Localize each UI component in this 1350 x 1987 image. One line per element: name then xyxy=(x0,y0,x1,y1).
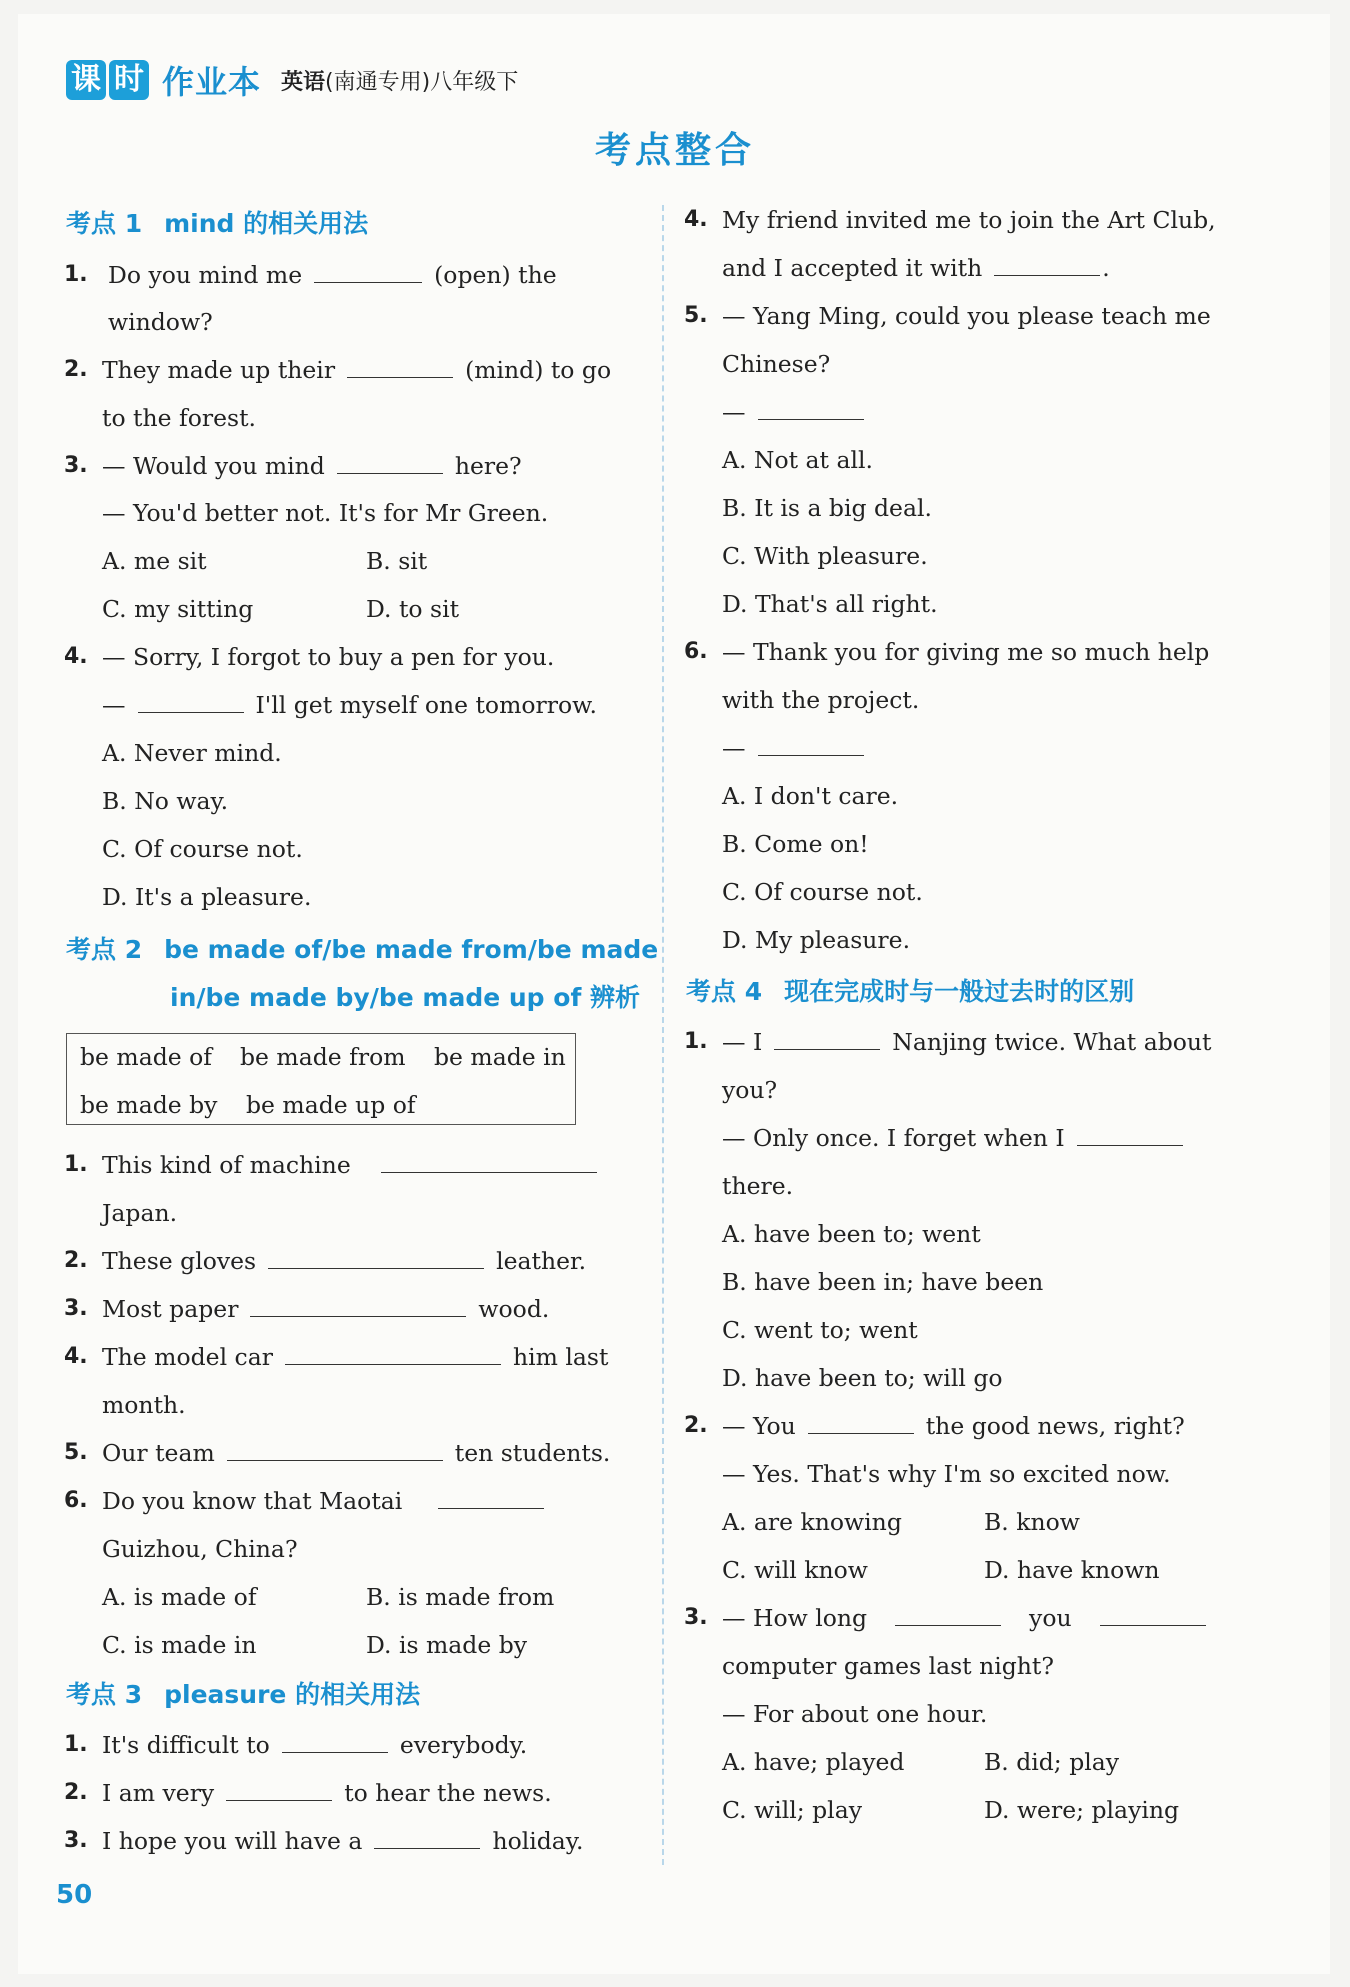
question-text: window? xyxy=(108,308,213,336)
answer-blank[interactable] xyxy=(1100,1603,1206,1626)
page-number: 50 xyxy=(56,1880,93,1910)
answer-blank[interactable] xyxy=(282,1730,388,1753)
option-c[interactable]: C. Of course not. xyxy=(102,835,303,863)
answer-blank[interactable] xyxy=(250,1294,466,1317)
option-a[interactable]: A. I don't care. xyxy=(722,782,899,810)
option-c[interactable]: C. With pleasure. xyxy=(722,542,928,570)
question-number: 5. xyxy=(684,303,708,328)
logo-char: 时 xyxy=(109,60,149,100)
question-text: — You the good news, right? xyxy=(722,1412,1185,1440)
question-text: The model car him last xyxy=(102,1343,609,1371)
question-text: Chinese? xyxy=(722,350,831,378)
answer-blank[interactable] xyxy=(438,1486,544,1509)
question-number: 2. xyxy=(64,357,88,382)
option-c[interactable]: C. is made in xyxy=(102,1631,257,1659)
question-text: Japan. xyxy=(102,1199,178,1227)
question-text: I am very to hear the news. xyxy=(102,1779,552,1807)
question-text: you? xyxy=(722,1076,778,1104)
option-a[interactable]: A. have been to; went xyxy=(722,1220,981,1248)
option-b[interactable]: B. No way. xyxy=(102,787,229,815)
answer-blank[interactable] xyxy=(285,1342,501,1365)
question-number: 1. xyxy=(64,1732,88,1757)
answer-blank[interactable] xyxy=(1077,1123,1183,1146)
question-number: 6. xyxy=(64,1488,88,1513)
answer-blank[interactable] xyxy=(758,733,864,756)
option-d[interactable]: D. to sit xyxy=(366,595,460,623)
answer-blank[interactable] xyxy=(758,397,864,420)
question-text: — xyxy=(722,397,876,427)
question-text: — Yes. That's why I'm so excited now. xyxy=(722,1460,1171,1488)
question-number: 2. xyxy=(64,1780,88,1805)
question-text: Guizhou, China? xyxy=(102,1535,298,1563)
question-text: — Thank you for giving me so much help xyxy=(722,638,1210,666)
option-b[interactable]: B. have been in; have been xyxy=(722,1268,1044,1296)
page-title: 考点整合 xyxy=(594,129,755,171)
question-number: 1. xyxy=(64,1152,88,1177)
question-number: 1. xyxy=(64,262,88,287)
answer-blank[interactable] xyxy=(381,1150,597,1173)
option-a[interactable]: A. are knowing xyxy=(722,1508,902,1536)
option-a[interactable]: A. is made of xyxy=(102,1583,257,1611)
option-c[interactable]: C. Of course not. xyxy=(722,878,923,906)
question-number: 3. xyxy=(64,1828,88,1853)
option-d[interactable]: D. have known xyxy=(984,1556,1160,1584)
question-text: — I'll get myself one tomorrow. xyxy=(102,691,597,719)
logo-text: 作业本 xyxy=(162,63,262,101)
question-text: Do you know that Maotai xyxy=(102,1486,556,1516)
question-number: 2. xyxy=(684,1413,708,1438)
option-d[interactable]: D. have been to; will go xyxy=(722,1364,1003,1392)
question-text: — For about one hour. xyxy=(722,1700,988,1728)
question-text: This kind of machine xyxy=(102,1150,609,1180)
option-d[interactable]: D. It's a pleasure. xyxy=(102,883,312,911)
section-heading-1: 考点 1 mind 的相关用法 xyxy=(66,209,369,238)
question-text: to the forest. xyxy=(102,404,256,432)
question-text: and I accepted it with . xyxy=(722,254,1110,282)
option-c[interactable]: C. went to; went xyxy=(722,1316,918,1344)
answer-blank[interactable] xyxy=(895,1603,1001,1626)
question-text: there. xyxy=(722,1172,794,1200)
option-c[interactable]: C. will; play xyxy=(722,1796,862,1824)
question-number: 4. xyxy=(64,644,88,669)
option-b[interactable]: B. Come on! xyxy=(722,830,869,858)
question-text: computer games last night? xyxy=(722,1652,1054,1680)
question-number: 3. xyxy=(684,1605,708,1630)
option-d[interactable]: D. were; playing xyxy=(984,1796,1180,1824)
option-b[interactable]: B. did; play xyxy=(984,1748,1120,1776)
answer-blank[interactable] xyxy=(774,1027,880,1050)
answer-blank[interactable] xyxy=(226,1778,332,1801)
question-number: 3. xyxy=(64,453,88,478)
question-text: — Only once. I forget when I xyxy=(722,1123,1195,1153)
answer-blank[interactable] xyxy=(374,1826,480,1849)
header-subject: 英语(南通专用)八年级下 xyxy=(281,69,519,95)
section-heading-3: 考点 3 pleasure 的相关用法 xyxy=(66,1680,421,1709)
column-divider xyxy=(662,205,664,1865)
question-number: 6. xyxy=(684,639,708,664)
question-text: My friend invited me to join the Art Club, xyxy=(722,206,1216,234)
answer-blank[interactable] xyxy=(227,1438,443,1461)
question-text: — Would you mind here? xyxy=(102,452,522,480)
answer-blank[interactable] xyxy=(808,1411,914,1434)
question-text: Do you mind me (open) the xyxy=(108,261,557,289)
question-text: — xyxy=(722,733,876,763)
header xyxy=(66,56,518,104)
question-number: 3. xyxy=(64,1296,88,1321)
answer-blank[interactable] xyxy=(268,1246,484,1269)
option-a[interactable]: A. me sit xyxy=(102,547,207,575)
question-text: with the project. xyxy=(722,686,920,714)
question-text: Our team ten students. xyxy=(102,1439,611,1467)
option-a[interactable]: A. Not at all. xyxy=(722,446,873,474)
answer-blank[interactable] xyxy=(994,253,1100,276)
logo-char: 课 xyxy=(66,60,106,100)
answer-blank[interactable] xyxy=(347,355,453,378)
option-a[interactable]: A. have; played xyxy=(722,1748,905,1776)
option-d[interactable]: D. is made by xyxy=(366,1631,528,1659)
word-option: be made by xyxy=(80,1091,218,1119)
question-text: They made up their (mind) to go xyxy=(102,356,612,384)
option-d[interactable]: D. My pleasure. xyxy=(722,926,911,954)
option-b[interactable]: B. know xyxy=(984,1508,1080,1536)
section-heading-2-cont: in/be made by/be made up of 辨析 xyxy=(170,983,641,1012)
question-number: 4. xyxy=(64,1344,88,1369)
question-text: month. xyxy=(102,1391,186,1419)
question-number: 4. xyxy=(684,207,708,232)
question-text: These gloves leather. xyxy=(102,1247,587,1275)
question-text: — How long you xyxy=(722,1603,1218,1633)
section-heading-2: 考点 2 be made of/be made from/be made xyxy=(66,935,659,964)
question-number: 1. xyxy=(684,1029,708,1054)
answer-blank[interactable] xyxy=(138,690,244,713)
option-b[interactable]: B. sit xyxy=(366,547,428,575)
question-text: Most paper wood. xyxy=(102,1295,550,1323)
answer-blank[interactable] xyxy=(314,260,422,283)
question-text: — I Nanjing twice. What about xyxy=(722,1028,1212,1056)
word-option: be made up of xyxy=(246,1091,416,1119)
word-option: be made of xyxy=(80,1043,212,1071)
logo xyxy=(66,60,152,100)
question-number: 2. xyxy=(64,1248,88,1273)
question-text: I hope you will have a holiday. xyxy=(102,1827,584,1855)
answer-blank[interactable] xyxy=(337,451,443,474)
option-b[interactable]: B. is made from xyxy=(366,1583,555,1611)
question-number: 5. xyxy=(64,1440,88,1465)
word-option: be made in xyxy=(434,1043,566,1071)
option-d[interactable]: D. That's all right. xyxy=(722,590,938,618)
word-option: be made from xyxy=(240,1043,406,1071)
question-text: It's difficult to everybody. xyxy=(102,1731,528,1759)
option-c[interactable]: C. will know xyxy=(722,1556,868,1584)
question-text: — You'd better not. It's for Mr Green. xyxy=(102,499,549,527)
question-text: — Yang Ming, could you please teach me xyxy=(722,302,1211,330)
option-a[interactable]: A. Never mind. xyxy=(102,739,282,767)
section-heading-4: 考点 4 现在完成时与一般过去时的区别 xyxy=(686,977,1135,1006)
option-c[interactable]: C. my sitting xyxy=(102,595,254,623)
option-b[interactable]: B. It is a big deal. xyxy=(722,494,932,522)
question-text: — Sorry, I forgot to buy a pen for you. xyxy=(102,643,555,671)
